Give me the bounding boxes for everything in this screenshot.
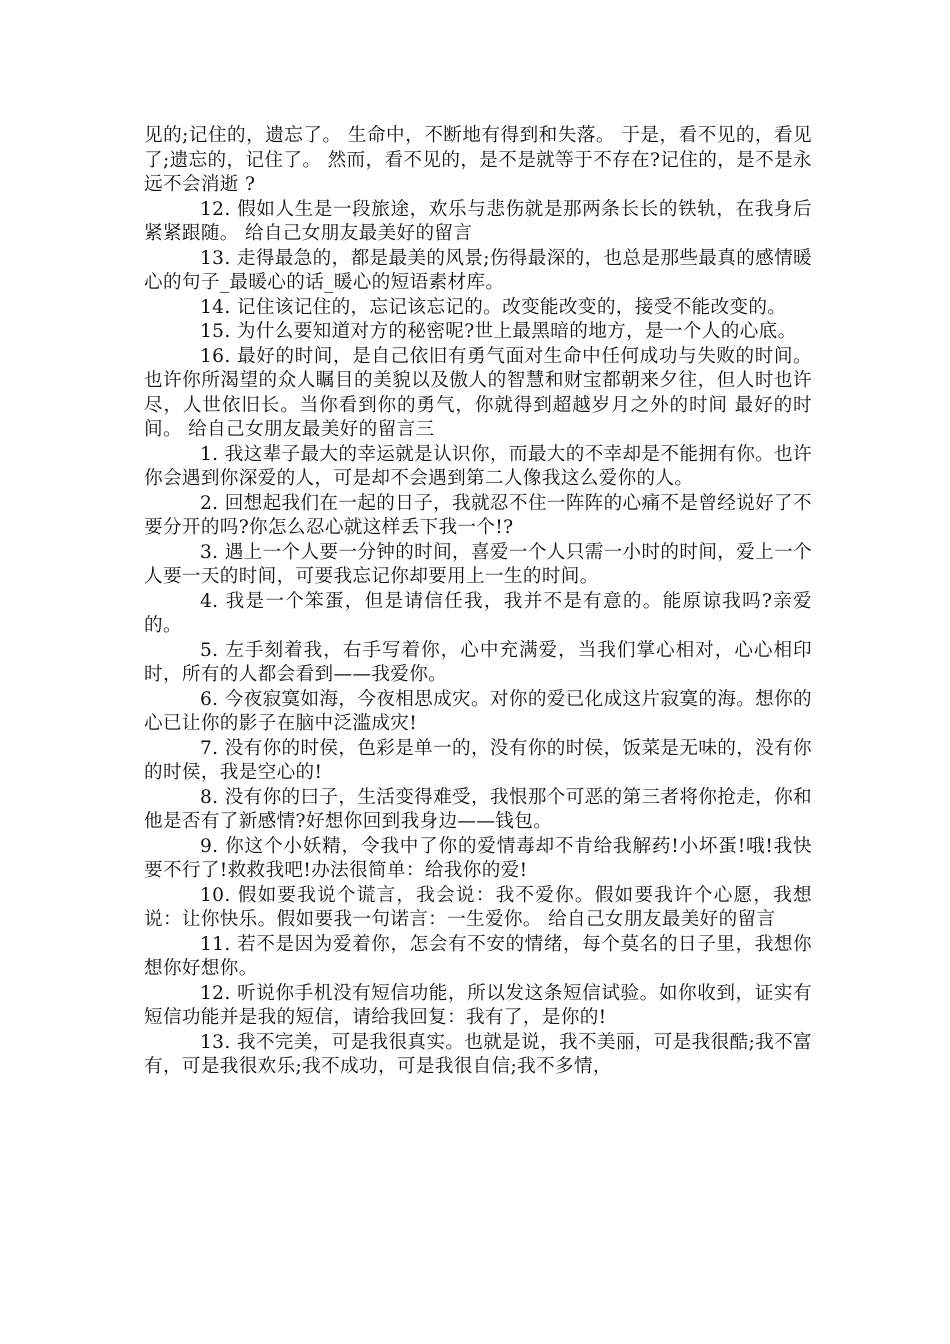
- paragraph-item-9: 9. 你这个小妖精，令我中了你的爱情毒却不肯给我解药!小坏蛋!哦!我快要不行了!救救我吧!办法很简单：给我你的爱!: [144, 835, 812, 881]
- paragraph-item-16: 16. 最好的时间，是自己依旧有勇气面对生命中任何成功与失败的时间。也许你所渴望的众人瞩目的美貌以及傲人的智慧和财宝都朝来夕往，但人时也许尽，人世依旧长。当你看到你的勇气，你就得到超越岁月之外的时间 最好的时间。 给自己女朋友最美好的留言三: [144, 345, 812, 440]
- paragraph-item-15: 15. 为什么要知道对方的秘密呢?世上最黑暗的地方，是一个人的心底。: [200, 321, 797, 342]
- paragraph-item-6: 6. 今夜寂寞如海，今夜相思成灾。对你的爱已化成这片寂寞的海。想你的心已让你的影子在脑中泛滥成灾!: [144, 688, 812, 734]
- paragraph-item-11: 11. 若不是因为爱着你，怎会有不安的情绪，每个莫名的日子里，我想你想你好想你。: [144, 933, 812, 979]
- paragraph-item-13a: 13. 走得最急的，都是最美的风景;伤得最深的，也总是那些最真的感情暖心的句子_最暖心的话_暖心的短语素材库。: [144, 247, 812, 293]
- paragraph-item-4: 4. 我是一个笨蛋，但是请信任我，我并不是有意的。能原谅我吗?亲爱的。: [144, 590, 812, 636]
- paragraph-item-7: 7. 没有你的时侯，色彩是单一的，没有你的时侯，饭菜是无味的，没有你的时侯，我是空心的!: [144, 737, 812, 783]
- paragraph-item-12b: 12. 听说你手机没有短信功能，所以发这条短信试验。如你收到，证实有短信功能并是我的短信，请给我回复：我有了，是你的!: [144, 982, 812, 1028]
- paragraph-continuation: 见的;记住的，遗忘了。 生命中，不断地有得到和失落。 于是，看不见的，看见了;遗忘的，记住了。 然而，看不见的，是不是就等于不存在?记住的，是不是永远不会消逝 ?: [144, 125, 812, 195]
- paragraph-item-5: 5. 左手刻着我，右手写着你，心中充满爱，当我们掌心相对，心心相印时，所有的人都会看到——我爱你。: [144, 639, 812, 685]
- paragraph-item-13b: 13. 我不完美，可是我很真实。也就是说，我不美丽，可是我很酷;我不富有，可是我很欢乐;我不成功，可是我很自信;我不多情，: [144, 1031, 812, 1077]
- paragraph-item-1: 1. 我这辈子最大的幸运就是认识你，而最大的不幸却是不能拥有你。也许你会遇到你深爱的人，可是却不会遇到第二人像我这么爱你的人。: [144, 443, 812, 489]
- paragraph-item-8: 8. 没有你的曰子，生活变得难受，我恨那个可恶的第三者将你抢走，你和他是否有了新感情?好想你回到我身边——钱包。: [144, 786, 812, 832]
- paragraph-item-10: 10. 假如要我说个谎言，我会说：我不爱你。假如要我许个心愿，我想说：让你快乐。假如要我一句诺言：一生爱你。 给自己女朋友最美好的留言: [144, 884, 812, 930]
- document-page: [144, 124, 812, 1080]
- paragraph-item-3: 3. 遇上一个人要一分钟的时间，喜爱一个人只需一小时的时间，爱上一个人要一天的时间，可要我忘记你却要用上一生的时间。: [144, 541, 812, 587]
- paragraph-item-12a: 12. 假如人生是一段旅途，欢乐与悲伤就是那两条长长的铁轨，在我身后紧紧跟随。 给自己女朋友最美好的留言: [144, 198, 812, 244]
- paragraph-item-2: 2. 回想起我们在一起的日子，我就忍不住一阵阵的心痛不是曾经说好了不要分开的吗?你怎么忍心就这样丢下我一个!?: [144, 492, 812, 538]
- paragraph-item-14: 14. 记住该记住的，忘记该忘记的。改变能改变的，接受不能改变的。: [200, 296, 787, 318]
